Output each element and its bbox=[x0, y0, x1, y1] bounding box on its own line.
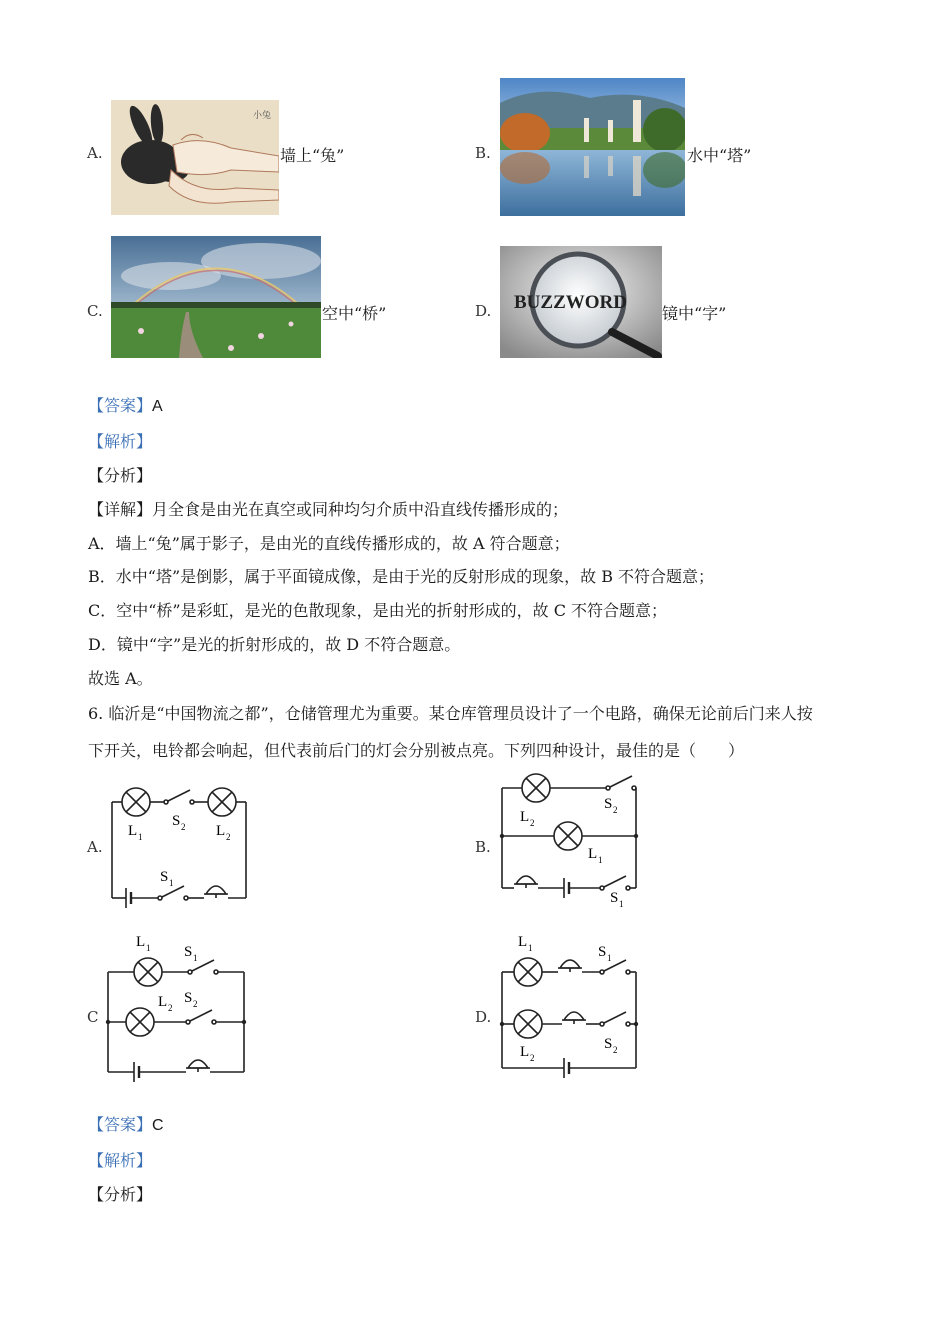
q6-analysis-tag: 【解析】 bbox=[88, 1151, 153, 1170]
svg-text:L: L bbox=[520, 809, 530, 825]
q5-explain-d: D．镜中“字”是光的折射形成的，故 D 不符合题意。 bbox=[88, 635, 461, 654]
answer-tag: 【答案】 bbox=[88, 1115, 153, 1134]
answer-tag: 【答案】 bbox=[88, 396, 153, 415]
svg-text:L: L bbox=[588, 846, 598, 862]
q6-option-a-letter: A. bbox=[87, 838, 103, 856]
q6-answer bbox=[88, 1115, 164, 1136]
svg-text:S: S bbox=[604, 1036, 613, 1052]
svg-text:2: 2 bbox=[226, 832, 231, 842]
svg-text:L: L bbox=[128, 823, 138, 839]
q6-option-d-letter: D. bbox=[475, 1008, 492, 1026]
q5-answer bbox=[88, 396, 163, 417]
svg-text:L: L bbox=[518, 934, 528, 950]
q5-option-a-letter: A. bbox=[87, 144, 103, 162]
q6-stem-line2: 下开关，电铃都会响起，但代表前后门的灯会分别被点亮。下列四种设计，最佳的是（ ） bbox=[88, 741, 745, 760]
q5-analysis-tag: 【解析】 bbox=[88, 432, 153, 451]
svg-text:2: 2 bbox=[530, 1053, 535, 1063]
rainbow-image bbox=[111, 236, 321, 358]
svg-text:L: L bbox=[136, 934, 146, 950]
svg-text:S: S bbox=[172, 813, 181, 829]
circuit-d bbox=[490, 928, 650, 1078]
svg-text:1: 1 bbox=[146, 943, 151, 953]
svg-text:2: 2 bbox=[530, 818, 535, 828]
img-a-label: 小兔 bbox=[253, 110, 272, 120]
svg-text:1: 1 bbox=[528, 943, 533, 953]
svg-text:L: L bbox=[158, 994, 168, 1010]
q6-fenxi: 【分析】 bbox=[88, 1185, 153, 1204]
q5-option-c-caption: 空中“桥” bbox=[322, 304, 387, 323]
q5-option-c-letter: C. bbox=[87, 302, 103, 320]
q5-explain-b: B．水中“塔”是倒影，属于平面镜成像，是由于光的反射形成的现象，故 B 不符合题意； bbox=[88, 567, 715, 586]
q6-option-b-letter: B. bbox=[475, 838, 491, 856]
svg-text:S: S bbox=[184, 944, 193, 960]
svg-text:2: 2 bbox=[613, 805, 618, 815]
q5-option-b-letter: B. bbox=[475, 144, 491, 162]
circuit-a bbox=[100, 780, 260, 915]
svg-text:1: 1 bbox=[193, 953, 198, 963]
svg-text:S: S bbox=[598, 944, 607, 960]
answer-value: C bbox=[152, 1117, 164, 1134]
q5-explain-a: A．墙上“兔”属于影子，是由光的直线传播形成的，故 A 符合题意； bbox=[88, 534, 570, 553]
q5-option-d-caption: 镜中“字” bbox=[662, 304, 727, 323]
q6-option-c-letter: C bbox=[87, 1008, 99, 1026]
svg-text:1: 1 bbox=[607, 953, 612, 963]
q5-option-a-caption: 墙上“兔” bbox=[280, 146, 345, 165]
shadow-rabbit-image bbox=[111, 100, 279, 215]
q5-explain-c: C．空中“桥”是彩虹，是光的色散现象，是由光的折射形成的，故 C 不符合题意； bbox=[88, 601, 668, 620]
svg-text:S: S bbox=[184, 990, 193, 1006]
svg-text:L: L bbox=[520, 1044, 530, 1060]
q5-option-d-letter: D. bbox=[475, 302, 492, 320]
svg-text:S: S bbox=[160, 869, 169, 885]
svg-text:1: 1 bbox=[169, 878, 174, 888]
answer-value: A bbox=[152, 398, 163, 415]
svg-text:2: 2 bbox=[168, 1003, 173, 1013]
svg-text:S: S bbox=[604, 796, 613, 812]
svg-text:L: L bbox=[216, 823, 226, 839]
svg-text:1: 1 bbox=[598, 855, 603, 865]
svg-text:2: 2 bbox=[181, 822, 186, 832]
q5-conclusion: 故选 A。 bbox=[88, 669, 153, 688]
q5-option-b-caption: 水中“塔” bbox=[687, 146, 752, 165]
svg-text:1: 1 bbox=[138, 832, 143, 842]
q5-fenxi: 【分析】 bbox=[88, 466, 153, 485]
svg-text:S: S bbox=[610, 890, 619, 906]
svg-text:2: 2 bbox=[613, 1045, 618, 1055]
svg-text:1: 1 bbox=[619, 899, 624, 909]
buzzword-text: BUZZWORD bbox=[514, 292, 627, 313]
q6-stem-line1: 6. 临沂是“中国物流之都”，仓储管理尤为重要。某仓库管理员设计了一个电路，确保无论前后门来人按 bbox=[88, 704, 813, 723]
pagoda-reflection-image bbox=[500, 78, 685, 216]
q5-detail: 【详解】月全食是由光在真空或同种均匀介质中沿直线传播形成的； bbox=[88, 500, 569, 519]
circuit-c bbox=[96, 928, 256, 1088]
magnifier-image bbox=[500, 246, 662, 358]
circuit-b bbox=[490, 764, 650, 914]
svg-text:2: 2 bbox=[193, 999, 198, 1009]
